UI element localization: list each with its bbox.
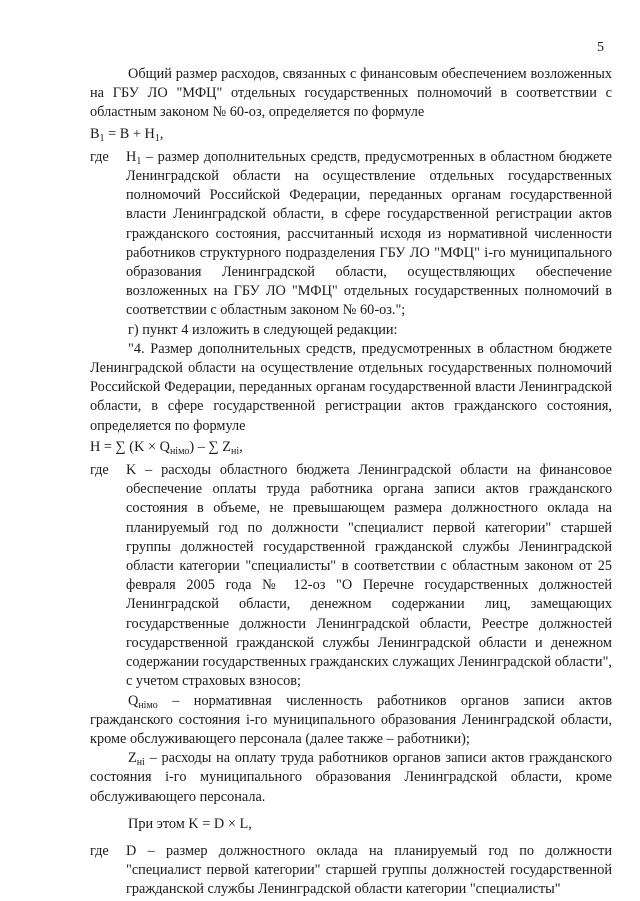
formula	[90, 438, 612, 457]
paragraph: Общий размер расходов, связанных с финансовым обеспечением возложенных на ГБУ ЛО "МФЦ" отдельных государственных полномочий в соответствии с областным законом № 60-оз, определяется по формуле	[90, 66, 612, 121]
definition-symbol-sub: нi	[136, 757, 145, 769]
paragraph: "4. Размер дополнительных средств, предусмотренных в областном бюджете Ленинградской области на осуществление отдельных государственных полномочий Российской Федерации, переданных органам государственной власти Ленинградской области, в сфере государственной регистрации актов гражданского состояния, определяется по формуле	[90, 340, 612, 434]
formula-part-a-sub: нiмо	[169, 445, 190, 457]
definition-symbol: Z	[128, 750, 137, 767]
page-number: 5	[597, 40, 604, 55]
definition-symbol-sub: 1	[136, 155, 142, 167]
definition	[90, 461, 612, 691]
formula-lhs: В	[90, 125, 100, 142]
definition-symbol: D	[126, 842, 137, 859]
formula-mid-sub: 1	[154, 132, 160, 144]
formula-tail: ,	[239, 438, 243, 455]
definition-body: – размер дополнительных средств, предусмотренных в областном бюджете Ленинградской области на осуществление отдельных государственных полномочий Российской Федерации, переданных органам государственной власти Ленинградской области, в сфере государственной регистрации актов гражданского состояния, рассчитанный исходя из нормативной численности работников структурного подразделения ГБУ ЛО "МФЦ" i-го муниципального образования Ленинградской области, осуществляющих обеспечение возложенных на ГБУ ЛО "МФЦ" отдельных государственных полномочий в соответствии с областным законом № 60-оз.";	[126, 148, 612, 319]
spacer	[90, 834, 612, 842]
definition-body: – размер должностного оклада на планируемый год по должности "специалист первой категории" старшей группы должностей государственной гражданской службы Ленинградской области категории "специалисты"	[126, 842, 612, 898]
paragraph: г) пункт 4 изложить в следующей редакции:	[128, 321, 398, 338]
definition-body: – расходы областного бюджета Ленинградской области на финансовое обеспечение оплаты труда работника органа записи актов гражданского состояния в объеме, не превышающем размера должностного оклада на планируемый год по должности "специалист первой категории" старшей группы должностей государственной гражданской службы Ленинградской области категории "специалисты" в соответствии с областным законом от 25 февраля 2005 года № 12-оз "О Перечне государственных должностей Ленинградской области, денежном содержании лиц, замещающих государственные должности Ленинградской области, Реестре должностей государственной гражданской службы Ленинградской области и денежном содержании государственных гражданских служащих Ленинградской области", с учетом страховых взносов;	[126, 462, 612, 690]
definition-body: – нормативная численность работников органов записи актов гражданского состояния i-го муниципального образования Ленинградской области, кроме обслуживающего персонала (далее также – работники);	[90, 692, 612, 747]
definition-text	[126, 148, 612, 321]
symbol-paragraph	[90, 749, 612, 807]
document-body	[90, 65, 612, 900]
definition-symbol: Н	[126, 148, 137, 165]
definition-body: – расходы на оплату труда работников органов записи актов гражданского состояния i-го муниципального образования Ленинградской области, кроме обслуживающего персонала.	[90, 750, 612, 805]
definition-text	[126, 842, 612, 900]
definition-label: где	[90, 462, 109, 479]
spacer	[90, 807, 612, 815]
definition-symbol: K	[126, 462, 137, 479]
formula-mid: = В + Н	[104, 125, 155, 142]
formula-part-b: ) – ∑ Z	[189, 438, 231, 455]
definition	[90, 148, 612, 321]
formula-part-b-sub: нi	[230, 445, 240, 457]
paragraph: При этом K = D × L,	[128, 815, 252, 832]
definition-text	[126, 461, 612, 691]
formula-lhs-sub: 1	[99, 132, 105, 144]
formula-part-a: Н = ∑ (K × Q	[90, 438, 170, 455]
definition	[90, 842, 612, 900]
formula	[90, 125, 612, 144]
definition-symbol-sub: нiмо	[138, 699, 158, 711]
formula-tail: ,	[159, 125, 164, 142]
symbol-paragraph	[90, 692, 612, 750]
definition-label: где	[90, 842, 109, 859]
definition-label: где	[90, 148, 109, 165]
definition-symbol: Q	[128, 692, 139, 709]
